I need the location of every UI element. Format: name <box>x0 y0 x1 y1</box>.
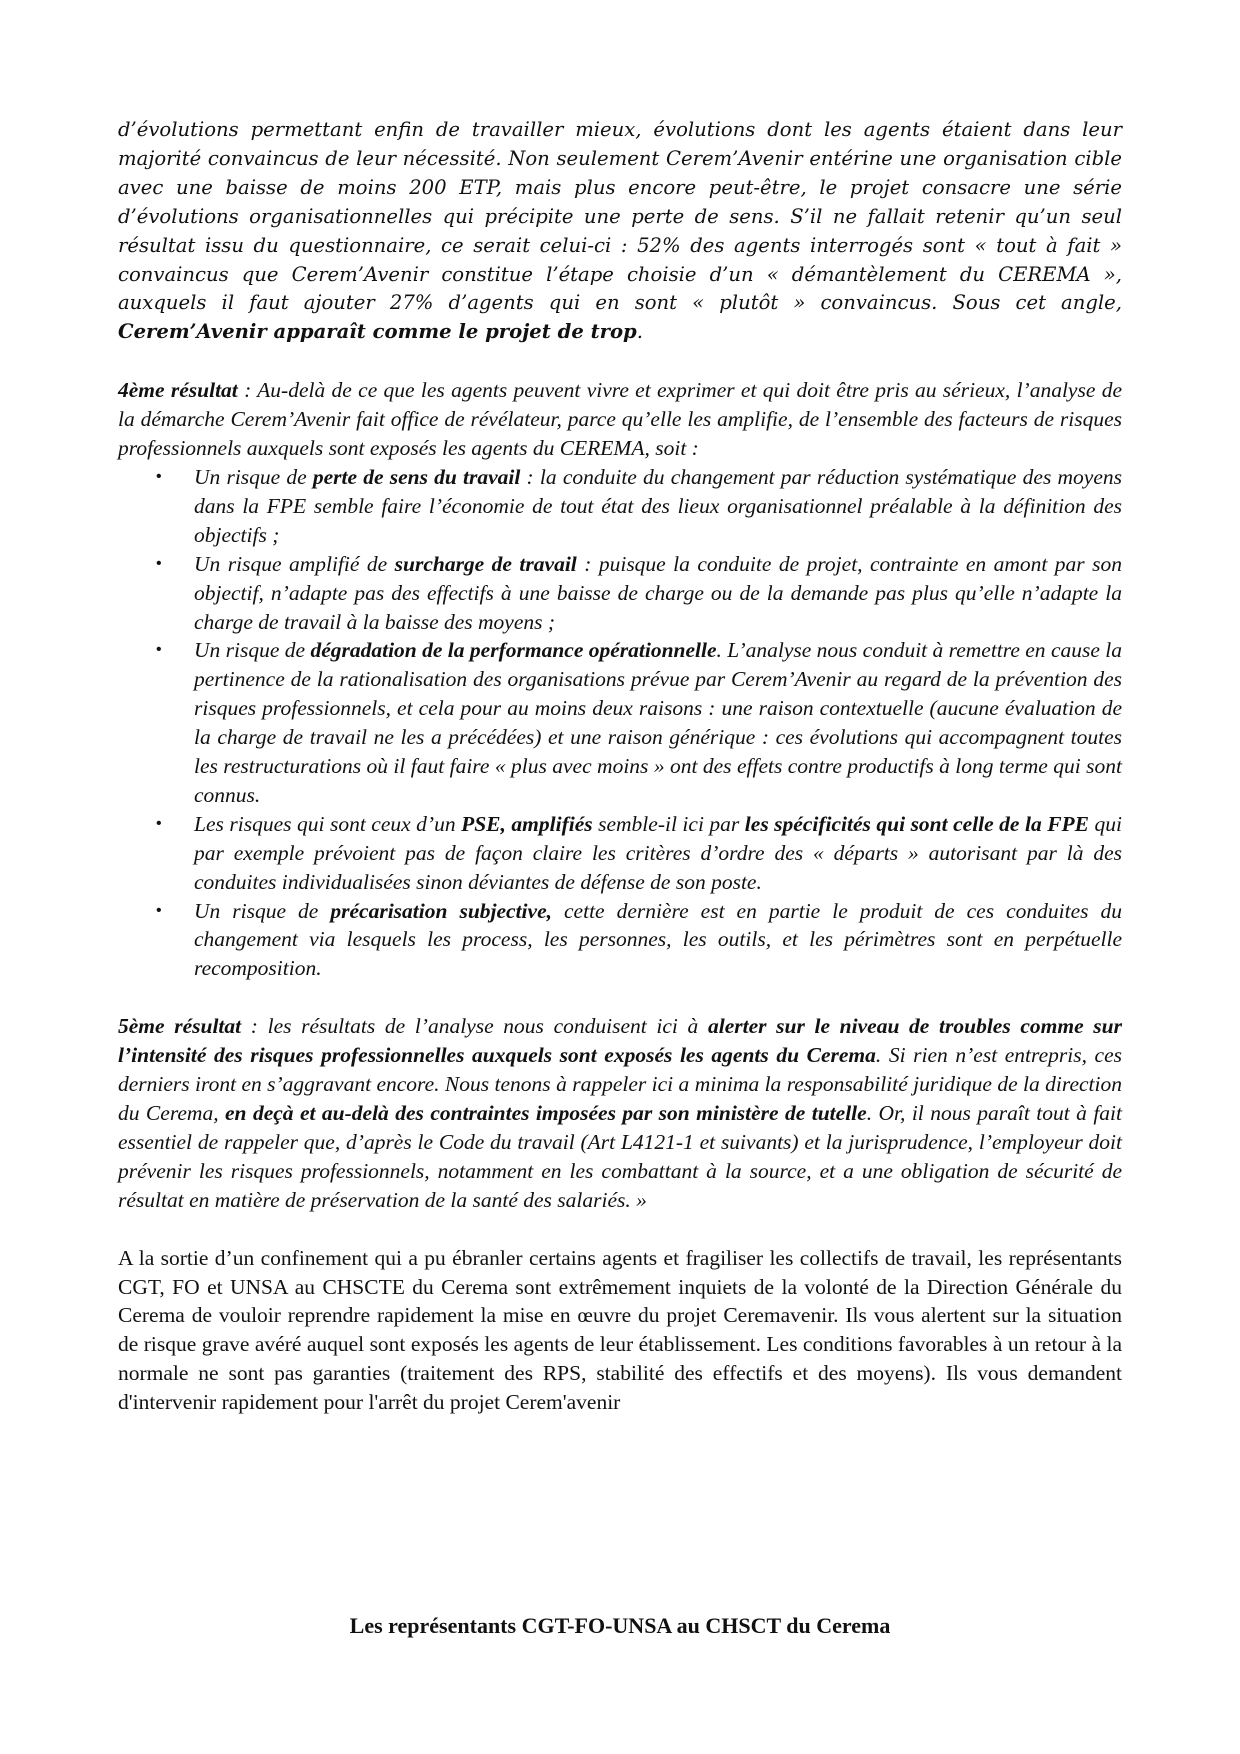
risk-text: cette dernière est en partie le produit de ces conduites du changement via lesquels les process, les personnes, les outils, et les périmètres sont en perpétuelle recomposition. <box>194 898 1122 981</box>
risk-item <box>118 636 1122 809</box>
intro-paragraph <box>118 116 1122 347</box>
closing-paragraph: A la sortie d’un confinement qui a pu ébranler certains agents et fragiliser les collectifs de travail, les représentants CGT, FO et UNSA au CHSCTE du Cerema sont extrêmement inquiets de la volonté de la Direction Générale du Cerema de vouloir reprendre rapidement la mise en œuvre du projet Ceremavenir. Ils vous alertent sur la situation de risque grave avéré auquel sont exposés les agents de leur établissement. Les conditions favorables à un retour à la normale ne sont pas garanties (traitement des RPS, stabilité des effectifs et des moyens). Ils vous demandent d'intervenir rapidement pour l'arrêt du projet Cerem'avenir <box>118 1245 1122 1415</box>
result-5-text: : les résultats de l’analyse nous conduisent ici à <box>241 1014 708 1039</box>
risk-list <box>118 463 1122 983</box>
result-5-paragraph <box>118 1012 1122 1214</box>
risk-text: Les risques qui sont ceux d’un <box>194 811 462 836</box>
risk-bold: surcharge de travail <box>394 551 577 576</box>
intro-text: d’évolutions permettant enfin de travailler mieux, évolutions dont les agents étaient dans leur majorité convaincus de leur nécessité. Non seulement Cerem’Avenir entérine une organisation cible avec une baisse de moins 200 ETP, mais plus encore peut-être, le projet consacre une série d’évolutions organisationnelles qui précipite une perte de sens. S’il ne fallait retenir qu’un seul résultat issu du questionnaire, ce serait celui-ci : 52% des agents interrogés sont « tout à fait » convaincus que Cerem’Avenir constitue l’étape choisie d’un « démantèlement du CEREMA », auxquels il faut ajouter 27% d’agents qui en sont « plutôt » convaincus. Sous cet angle, <box>118 118 1122 315</box>
risk-text: : puisque la conduite de projet, contrainte en amont par son objectif, n’adapte pas des effectifs à une baisse de charge ou de la demande pas plus qu’elle n’adapte la charge de travail à la baisse des moyens ; <box>194 551 1122 634</box>
result-5-text: . Or, il nous paraît tout à fait essentiel de rappeler que, d’après le Code du travail (Art L4121-1 et suivants) et la jurisprudence, l’employeur doit prévenir les risques professionnels, notamment en les combattant à la source, et a une obligation de sécurité de résultat en matière de préservation de la santé des salariés. » <box>118 1101 1122 1212</box>
risk-text: Un risque de <box>194 898 331 923</box>
risk-text: semble-il ici par <box>592 811 745 836</box>
result-5-text: . Si rien n’est entrepris, ces derniers iront en s’aggravant encore. Nous tenons à rappeler ici a minima la responsabilité juridique de la direction du Cerema, <box>118 1043 1122 1125</box>
bullet-icon: • <box>156 814 162 832</box>
result-5-bold: alerter sur le niveau de troubles comme sur l’intensité des risques professionnelles auxquels sont exposés les agents du Cerema <box>118 1014 1122 1068</box>
risk-bold: précarisation subjective, <box>330 898 552 923</box>
signature: Les représentants CGT-FO-UNSA au CHSCT du Cerema <box>349 1613 891 1638</box>
risk-bold: dégradation de la performance opérationnelle <box>310 638 717 663</box>
risk-text: Un risque de <box>194 638 311 663</box>
result-4-text: : Au-delà de ce que les agents peuvent vivre et exprimer et qui doit être pris au sérieux, l’analyse de la démarche Cerem’Avenir fait office de révélateur, parce qu’elle les amplifie, de l’ensemble des facteurs de risques professionnels auxquels sont exposés les agents du CEREMA, soit : <box>118 378 1122 461</box>
risk-bold: perte de sens du travail <box>312 464 521 489</box>
result-5-label: 5ème résultat <box>118 1014 242 1039</box>
risk-item <box>118 810 1122 897</box>
result-5-bold: en deçà et au-delà des contraintes imposées par son ministère de tutelle <box>225 1101 867 1125</box>
bullet-icon: • <box>156 641 162 659</box>
risk-item <box>118 550 1122 637</box>
result-4-paragraph <box>118 376 1122 463</box>
result-4-label: 4ème résultat <box>118 378 238 403</box>
document-page <box>118 116 1122 1417</box>
risk-text: Un risque amplifié de <box>194 551 395 576</box>
risk-item <box>118 463 1122 550</box>
paragraph-spacer <box>118 1215 1122 1244</box>
intro-bold-conclusion: Cerem’Avenir apparaît comme le projet de trop <box>118 320 637 344</box>
paragraph-spacer <box>118 347 1122 376</box>
bullet-icon: • <box>156 554 162 572</box>
bullet-icon: • <box>156 901 162 919</box>
risk-text: Un risque de <box>194 464 313 489</box>
risk-bold: les spécificités qui sont celle de la FPE <box>744 811 1090 836</box>
bullet-icon: • <box>156 467 162 485</box>
risk-item <box>118 897 1122 984</box>
risk-text: : la conduite du changement par réduction systématique des moyens dans la FPE semble faire l’économie de tout état des lieux organisationnel préalable à la définition des objectifs ; <box>194 464 1122 547</box>
risk-text: qui par exemple prévoient pas de façon claire les critères d’ordre des « départs » autorisant par là des conduites individualisées sinon déviantes de défense de son poste. <box>194 811 1122 894</box>
risk-bold: PSE, amplifiés <box>461 811 593 836</box>
intro-end: . <box>636 320 643 344</box>
paragraph-spacer <box>118 983 1122 1012</box>
risk-text: . L’analyse nous conduit à remettre en cause la pertinence de la rationalisation des organisations prévue par Cerem’Avenir au regard de la prévention des risques professionnels, et cela pour au moins deux raisons : une raison contextuelle (aucune évaluation de la charge de travail ne les a précédées) et une raison générique : ces évolutions qui accompagnent toutes les restructurations où il faut faire « plus avec moins » ont des effets contre productifs à long terme qui sont connus. <box>194 638 1122 807</box>
